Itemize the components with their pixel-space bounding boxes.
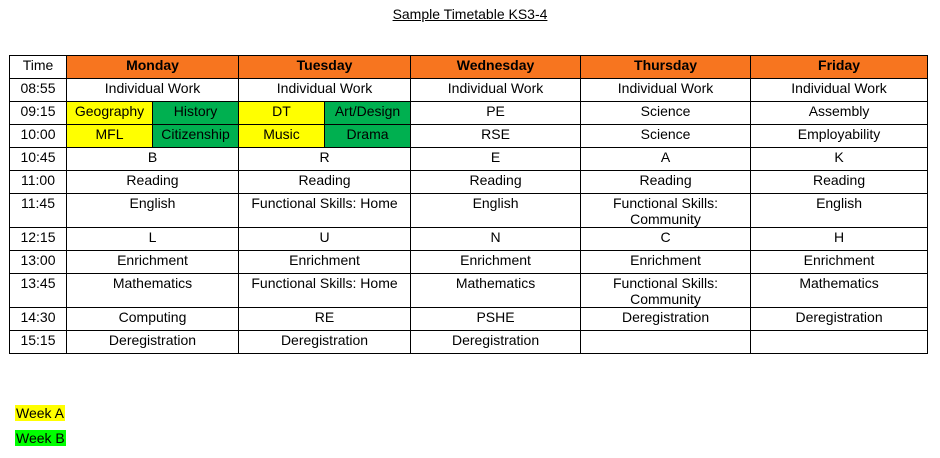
wednesday-cell: Mathematics [411, 274, 581, 308]
table-row [10, 308, 928, 331]
table-row [10, 228, 928, 251]
legend-week-b: Week B [16, 430, 65, 446]
time-cell: 15:15 [10, 331, 67, 354]
monday-cell: B [67, 148, 239, 171]
thursday-cell: Science [581, 125, 751, 148]
time-cell: 10:00 [10, 125, 67, 148]
table-row [10, 125, 928, 148]
header-friday: Friday [751, 56, 928, 79]
header-row [10, 56, 928, 79]
time-cell: 11:00 [10, 171, 67, 194]
table-row [10, 148, 928, 171]
wednesday-cell: N [411, 228, 581, 251]
tuesday-cell: RE [239, 308, 411, 331]
wednesday-cell: Deregistration [411, 331, 581, 354]
time-cell: 11:45 [10, 194, 67, 228]
wednesday-cell: English [411, 194, 581, 228]
legend-week-a: Week A [16, 405, 64, 421]
friday-cell: Employability [751, 125, 928, 148]
table-row [10, 171, 928, 194]
table-row [10, 194, 928, 228]
monday-cell: Computing [67, 308, 239, 331]
thursday-cell: Functional Skills: Community [581, 274, 751, 308]
header-time: Time [10, 56, 67, 79]
header-monday: Monday [67, 56, 239, 79]
friday-cell [751, 331, 928, 354]
friday-cell: English [751, 194, 928, 228]
monday-week-b-cell: History [153, 102, 239, 125]
wednesday-cell: Reading [411, 171, 581, 194]
wednesday-cell: Enrichment [411, 251, 581, 274]
tuesday-cell: Enrichment [239, 251, 411, 274]
timetable [9, 55, 928, 354]
tuesday-cell: Functional Skills: Home [239, 194, 411, 228]
tuesday-week-a-cell: DT [239, 102, 325, 125]
monday-cell: Mathematics [67, 274, 239, 308]
monday-week-a-cell: MFL [67, 125, 153, 148]
thursday-cell: Individual Work [581, 79, 751, 102]
monday-week-b-cell: Citizenship [153, 125, 239, 148]
tuesday-cell: Reading [239, 171, 411, 194]
thursday-cell: Deregistration [581, 308, 751, 331]
tuesday-week-b-cell: Art/Design [325, 102, 411, 125]
time-cell: 09:15 [10, 102, 67, 125]
time-cell: 08:55 [10, 79, 67, 102]
wednesday-cell: E [411, 148, 581, 171]
tuesday-week-a-cell: Music [239, 125, 325, 148]
monday-cell: Individual Work [67, 79, 239, 102]
wednesday-cell: PSHE [411, 308, 581, 331]
time-cell: 10:45 [10, 148, 67, 171]
monday-cell: Reading [67, 171, 239, 194]
monday-cell: L [67, 228, 239, 251]
tuesday-cell: Functional Skills: Home [239, 274, 411, 308]
friday-cell: H [751, 228, 928, 251]
monday-week-a-cell: Geography [67, 102, 153, 125]
tuesday-cell: Deregistration [239, 331, 411, 354]
monday-cell: Enrichment [67, 251, 239, 274]
table-row [10, 79, 928, 102]
header-thursday: Thursday [581, 56, 751, 79]
tuesday-cell: Individual Work [239, 79, 411, 102]
thursday-cell: Science [581, 102, 751, 125]
wednesday-cell: RSE [411, 125, 581, 148]
thursday-cell: A [581, 148, 751, 171]
friday-cell: Enrichment [751, 251, 928, 274]
friday-cell: Mathematics [751, 274, 928, 308]
table-row [10, 251, 928, 274]
thursday-cell: C [581, 228, 751, 251]
tuesday-cell: U [239, 228, 411, 251]
header-tuesday: Tuesday [239, 56, 411, 79]
tuesday-cell: R [239, 148, 411, 171]
friday-cell: Deregistration [751, 308, 928, 331]
friday-cell: Reading [751, 171, 928, 194]
time-cell: 13:45 [10, 274, 67, 308]
thursday-cell: Functional Skills: Community [581, 194, 751, 228]
wednesday-cell: PE [411, 102, 581, 125]
monday-cell: English [67, 194, 239, 228]
thursday-cell [581, 331, 751, 354]
time-cell: 14:30 [10, 308, 67, 331]
friday-cell: K [751, 148, 928, 171]
friday-cell: Assembly [751, 102, 928, 125]
page-title: Sample Timetable KS3-4 [392, 6, 548, 22]
thursday-cell: Enrichment [581, 251, 751, 274]
monday-cell: Deregistration [67, 331, 239, 354]
friday-cell: Individual Work [751, 79, 928, 102]
thursday-cell: Reading [581, 171, 751, 194]
time-cell: 13:00 [10, 251, 67, 274]
wednesday-cell: Individual Work [411, 79, 581, 102]
tuesday-week-b-cell: Drama [325, 125, 411, 148]
table-row [10, 102, 928, 125]
header-wednesday: Wednesday [411, 56, 581, 79]
table-row [10, 331, 928, 354]
time-cell: 12:15 [10, 228, 67, 251]
table-row [10, 274, 928, 308]
